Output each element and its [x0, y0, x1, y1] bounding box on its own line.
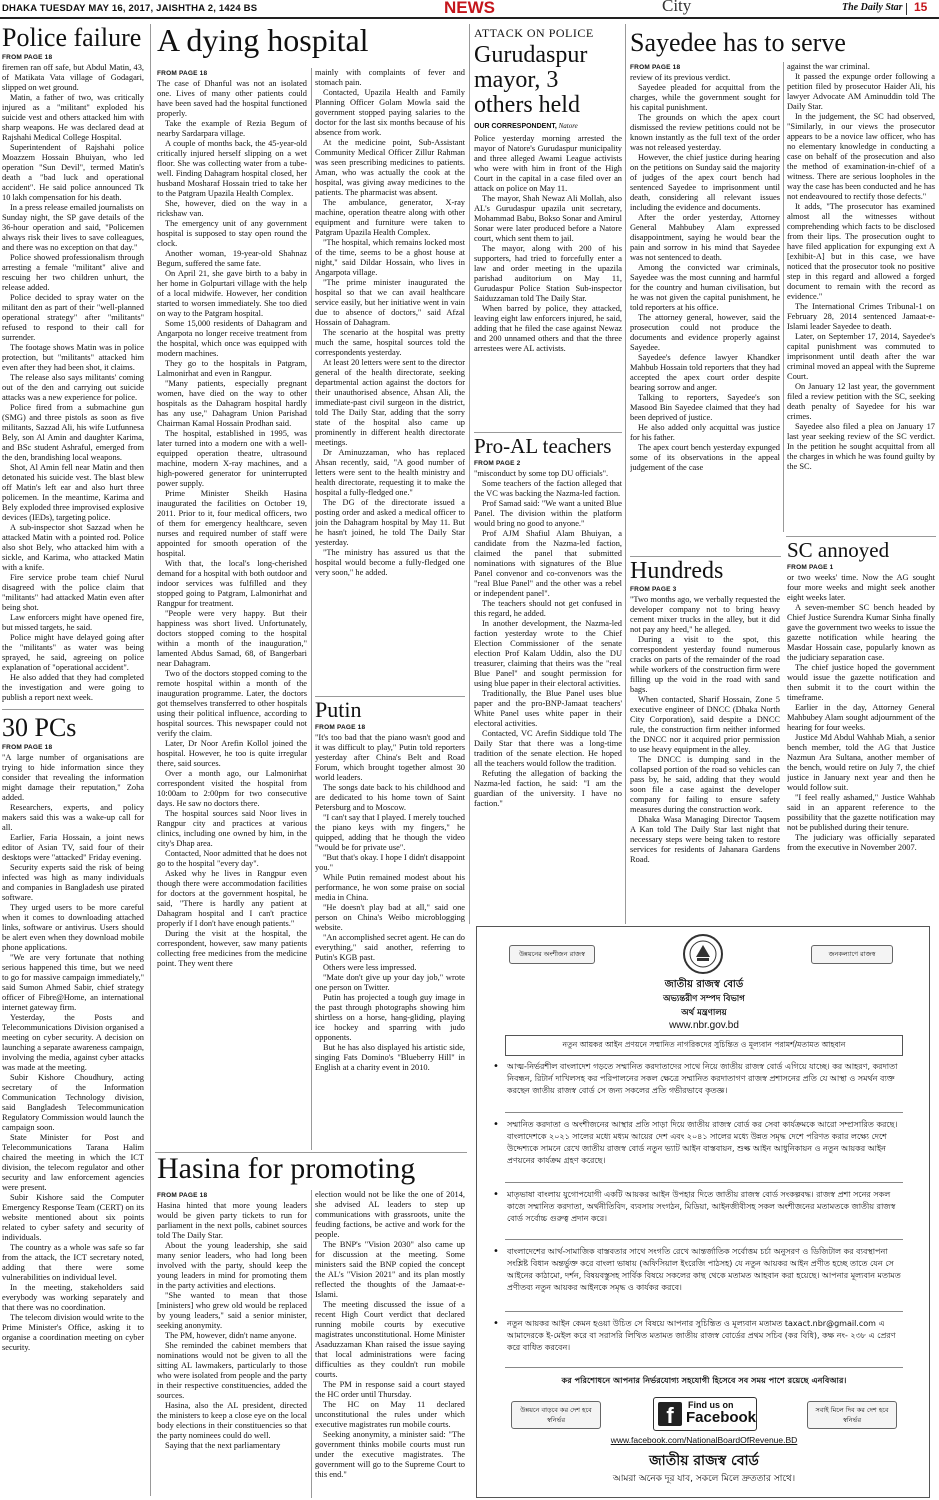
paragraph: The emergency unit of any government hospital is supposed to stay open round the clock. — [157, 219, 307, 248]
paragraph: "People were very happy. But their happiness was short lived. Unfortunately, doctors stopped coming to the hospital within a month of the inauguration," lamented Abdus Samad, 68, of Bangerbari near Dahagram. — [157, 609, 307, 668]
facebook-badge[interactable] — [653, 1397, 757, 1431]
paragraph: review of its previous verdict. — [630, 73, 731, 82]
gurudaspur-kicker: ATTACK ON POLICE — [474, 26, 594, 40]
thirty-pcs-from: FROM PAGE 18 — [2, 744, 53, 751]
paragraph: A seven-member SC bench headed by Chief Justice Surendra Kumar Sinha finally gave the government two weeks to issue the gazette notification while hearing the Masdar Hossain case, popularly known as the judiciary separation case. — [787, 603, 935, 662]
ad-point-5: • নতুন আয়কর আইন কেমন হওয়া উচিত সে বিষয়ে আপনার সুচিন্তিত ও মূল্যবান মতামত taxact.nbr@gmail.com এ আমাদেরকে ই-মেইল করে বা সরাসরি লিখিত মতামত জাতীয় রাজস্ব বোর্ডের প্রথম সচিব (কর বিধি), কক্ষ নং- ২৩৮ এ প্রেরণ করে বাধিত করবেন। — [493, 1318, 896, 1352]
hasina-headline: Hasina for promoting — [157, 1152, 416, 1185]
fb-name-label: Facebook — [686, 1409, 757, 1426]
paragraph: During a visit to the spot, this correspondent yesterday found numerous cracks on parts of the remainder of the road while workers of the construction firm were filling up the void in the road with sand bags. — [630, 635, 780, 694]
paragraph: Police might have delayed going after the "militants" as water was being sprayed, he said, agreeing on police explanation of "operational accident". — [2, 633, 144, 672]
paragraph: "A large number of organisations are trying to hide information since they consider that revealing the information might damage their reputation," Zoha added. — [2, 753, 144, 802]
paragraph: In the meeting, stakeholders said everybody was working separately and that there was no coordination. — [2, 1283, 144, 1312]
sayedee-body-2 — [787, 62, 935, 472]
ad-point-3: • মাতৃভাষা বাংলায় যুগোপযোগী একটি আয়কর আইন উপহার দিতে জাতীয় রাজস্ব বোর্ড সংকল্পবদ্ধ। রাজস্ব প্রশা সনের সকল কাজে সম্মানিত করদাতা, অর্থনীতিবিদ, ব্যবসায় সংগঠন, মিডিয়া, আইনজীবীসহ সকল অংশীজনের মতামতকে জাতীয় রাজস্ব বোর্ড সর্বোচ্চ গুরুত্ব প্রদান করে। — [493, 1189, 896, 1223]
paragraph: or two weeks' time. Now the AG sought four more weeks and might seek another eight weeks later. — [787, 573, 935, 602]
paragraph: Putin has projected a tough guy image in the past through photographs showing him shirtless on a horse, hang-gliding, playing ice hockey and sparring with judo opponents. — [315, 993, 465, 1042]
paragraph: "misconduct by some top DU officials". — [474, 469, 609, 478]
dying-hospital-col2 — [315, 68, 465, 694]
paragraph: During the visit at the hospital, the correspondent, however, saw many patients collecting free medicines from the medicine point. They went there — [157, 929, 307, 968]
paragraph: The hospital sources said Noor lives in Rangpur city and practices at various clinics, including one owned by him, in the city's Dhap area. — [157, 809, 307, 848]
paragraph: About the young leadership, she said many senior leaders, who had long been involved with the party, should keep the young leaders in mind for promoting them in the party activities and elections. — [157, 1241, 307, 1290]
paragraph: Sayedee also filed a plea on January 17 last year seeking review of the SC verdict. In the petition he sought acquittal from all the charges in which he was found guilty by the SC. — [787, 422, 935, 471]
paragraph: Superintendent of Rajshahi police Moazzem Hossain Bhuiyan, who led operation "Sun Devil", termed Matin's death a "bad luck and operational accident". He said police announced Tk 10 lakh compensation for his death. — [2, 143, 144, 202]
ad-website-link[interactable]: www.nbr.gov.bd — [669, 1020, 739, 1031]
paragraph: When barred by police, they attacked, leaving eight law enforcers injured, he said, adding that he filed the case against Newaz and 200 unnamed others and that the three arrestees were AL activists. — [474, 304, 622, 353]
paragraph: She, however, died on the way in a rickshaw van. — [157, 199, 307, 218]
paragraph: At least 20 letters were sent to the director general of the health directorate, seeking departmental action against the doctors for their unauthorised absence, Ahsan Ali, the immediate-past civil surgeon in the district, told The Daily Star, adding that the sorry state of the hospital also came up prominently in different health directorate meetings. — [315, 358, 465, 447]
paragraph: The attorney general, however, said the prosecution could not produce the documents and evidence properly against Sayedee. — [630, 313, 780, 352]
paragraph: The country as a whole was safe so far from the attack, the ICT secretary noted, adding that there were some vulnerabilities on individual level. — [2, 1243, 144, 1282]
gurudaspur-story — [474, 26, 622, 431]
ad-title: নতুন আয়কর আইন প্রণয়নে সম্মানিত নাগরিকদের সুচিন্তিত ও মূল্যবান পরামর্শ/মতামত আহবান — [505, 1035, 903, 1056]
paragraph: The telecom division would write to the Prime Minister's Office, asking it to organise a coordination meeting on cyber security. — [2, 1313, 144, 1352]
page-header — [0, 0, 939, 19]
paragraph: The BNP's "Vision 2030" also came up for discussion at the meeting. Some ministers said the BNP copied the concept the AL's "Vision 2021" and its plan mostly reflected the thoughts of the Jamaat-e-Islami. — [315, 1240, 465, 1299]
paragraph: In another development, the Nazma-led faction yesterday wrote to the Chief Election Commissioner of the senate election Prof Kalam Uddin, also the DU treasurer, claiming that theirs was the "real Blue Panel" and sought permission for using blue paper in their electoral activities. — [474, 619, 622, 688]
paragraph: They urged users to be more careful when it comes to downloading attached links, software or antivirus. Users should be alert even when they download mobile phone applications. — [2, 903, 144, 952]
paragraph: "She wanted to mean that those [ministers] who grew old would be replaced by young leaders," said a senior minister, seeking anonymity. — [157, 1291, 307, 1330]
paragraph: Later, Dr Noor Arefin Kollol joined the hospital. However, he too is quite irregular there, said sources. — [157, 739, 307, 768]
sc-annoyed-body — [787, 573, 935, 853]
paragraph: The grounds on which the apex court dismissed the review petitions could not be known instantly as the full text of the order was not released yesterday. — [630, 113, 780, 152]
paragraph: Others were less impressed. — [323, 963, 417, 972]
paragraph: While Putin remained modest about his performance, he won some praise on social media in China. — [315, 873, 465, 902]
paragraph: The case of Dhanful was not an isolated one. Lives of many other patients could have been saved had the hospital functioned properly. — [157, 79, 307, 118]
thirty-pcs-body — [2, 753, 144, 1353]
paragraph: Contacted, VC Arefin Siddique told The Daily Star that there was a long-time tradition of the senate election. He hoped all the teachers would follow the tradition. — [474, 729, 622, 768]
paragraph: Earlier, Faria Hossain, a joint news editor of Asian TV, said four of their desktops were "attacked" Friday evening. — [2, 833, 144, 862]
paragraph: "It's too bad that the piano wasn't good and it was difficult to play," Putin told reporters yesterday after China's Belt and Road Forum, which brought together almost 30 world leaders. — [315, 733, 465, 782]
paragraph: "We are very fortunate that nothing serious happened this time, but we need to go for massive campaign immediately," said Sumon Ahmed Sabir, chief strategy officer of Fibre@Home, an international internet gateway firm. — [2, 953, 144, 1012]
paragraph: He also added only acquittal was justice for his father. — [630, 423, 780, 442]
thirty-pcs-headline: 30 PCs — [2, 709, 144, 742]
paragraph: Refuting the allegation of backing the Nazma-led faction, he said: "I am the guardian of the university. I have no faction." — [474, 769, 622, 808]
paragraph: Sayedee pleaded for acquittal from the charges, while the government sought for his capital punishment. — [630, 83, 780, 112]
paragraph: Prof Samad said: "We want a united Blue Panel. The division within the platform would bring no good to anyone." — [474, 499, 622, 528]
paragraph: Subir Kishore said the Computer Emergency Response Team (CERT) on its website mentioned about six points related to cyber safety and security of individuals. — [2, 1193, 144, 1242]
paragraph: The PM, however, didn't name anyone. — [165, 1331, 297, 1340]
paragraph: Police yesterday morning arrested the mayor of Natore's Gurudaspur municipality and three alleged Awami League activists who were with him in front of the High Court in the capital in a case filed over an attack on police on May 11. — [474, 134, 622, 193]
hasina-body-1 — [157, 1201, 307, 1451]
paragraph: Contacted, Upazila Health and Family Planning Officer Golam Mowla said the government stopped paying salaries to the doctor for the last six months because of his absence from work. — [315, 88, 465, 137]
putin-headline: Putin — [315, 698, 362, 722]
paragraph: Yesterday, the Posts and Telecommunications Division organised a meeting on cyber security. A decision on launching a separate awareness campaign, involving the media, against cyber attacks was made at the meeting. — [2, 1013, 144, 1072]
paragraph: The PM in response said a court stayed the HC order until Thursday. — [315, 1380, 465, 1399]
paragraph: against the war criminal. — [787, 62, 870, 71]
paragraph: Some teachers of the faction alleged that the VC was backing the Nazma-led faction. — [474, 479, 622, 498]
pro-al-from: FROM PAGE 2 — [474, 460, 521, 467]
paragraph: A sub-inspector shot Sazzad when he attacked Matin with a pointed rod. Police also shot Bely, who attacked him with a sickle, and Karima, who attacked Matin with a knife. — [2, 523, 144, 572]
putin-body — [315, 733, 465, 1073]
paragraph: Fire service probe team chief Nurul disagreed with the police claim that "militants" had attacked Matin even after being shot. — [2, 573, 144, 612]
paragraph: Police fired from a submachine gun (SMG) and three pistols as soon as five militants, Sazzad Ali, his wife Lutfunnesa Bely, son Al Amin and daughter Karima, and BSc student Ashraful, emerged from the den, brandishing local weapons. — [2, 403, 144, 462]
ad-box-right: সবাই মিলে দিব কর দেশ হবে স্বনির্ভর — [807, 1401, 897, 1429]
paragraph: On January 12 last year, the government filed a review petition with the SC, seeking death penalty of Sayedee for his war crimes. — [787, 382, 935, 421]
paragraph: The DG of the directorate issued a posting order and asked a medical officer to join the Dahagram hospital by May 11. But he hasn't joined, he told The Daily Star yesterday. — [315, 498, 465, 547]
dateline: DHAKA TUESDAY MAY 16, 2017, JAISHTHA 2, 1424 BS — [2, 3, 258, 14]
paragraph: "The ministry has assured us that the hospital would become a fully-fledged one very soon," he added. — [315, 548, 465, 577]
dying-hospital-from: FROM PAGE 18 — [157, 70, 208, 77]
paragraph: Talking to reporters, Sayedee's son Masood Bin Sayedee claimed that they had been deprived of justice. — [630, 393, 780, 422]
police-failure-body — [2, 63, 144, 703]
ad-org: জাতীয় রাজস্ব বোর্ড — [664, 979, 744, 990]
paragraph: The footage shows Matin was in police protection, but "militants" attacked him even after they had been shot, it claims. — [2, 343, 144, 372]
hundreds-from: FROM PAGE 3 — [630, 586, 677, 593]
paragraph: Security experts said the risk of being infected was high as many individuals and companies in Bangladesh use pirated software. — [2, 863, 144, 902]
paragraph: Dhaka Wasa Managing Director Taqsem A Kan told The Daily Star last night that necessary steps were being taken to restore services for residents of Jahanara Gardens Road. — [630, 815, 780, 864]
hasina-col1 — [157, 1190, 307, 1500]
paragraph: They go to the hospitals in Patgram, Lalmonirhat and even in Rangpur. — [157, 359, 307, 378]
paragraph: The mayor, along with 200 of his supporters, had tried to forcefully enter a law and order meeting in the upazila parishad auditorium on May 11, Gurudaspur Police Station Sub-inspector Saiduzzaman told The Daily Star. — [474, 244, 622, 303]
paragraph: Sayedee's defence lawyer Khandker Mahbub Hossain told reporters that they had accepted the apex court order despite bearing sorrow and anger. — [630, 353, 780, 392]
paragraph: On April 21, she gave birth to a baby in her home in Golpurtari village with the help of a local midwife. However, her condition started to worsen immediately. She too died on way to the Patgram hospital. — [157, 269, 307, 318]
page-number: 15 — [914, 0, 928, 14]
sayedee-col2 — [787, 62, 935, 534]
paragraph: Researchers, experts, and policy makers said this was a wake-up call for all. — [2, 803, 144, 832]
hundreds-body — [630, 595, 780, 865]
section-label: NEWS — [444, 0, 495, 17]
paragraph: Prof AJM Shafiul Alam Bhuiyan, a candidate from the Nazma-led faction, claimed the panel that submitted nominations with signatures of the Blue Panel convenor and co-convenors was the "real Blue Panel" and the other was a rebel or independent panel". — [474, 529, 622, 598]
paragraph: The HC on May 11 declared unconstitutional the rules under which executive magistrates run mobile courts. — [315, 1400, 465, 1429]
paragraph: "The hospital, which remains locked most of the time, seems to be a ghost house at night," said Dildar Hossain, who lives in Angarpota village. — [315, 238, 465, 277]
paragraph: Over a month ago, our Lalmonirhat correspondent visited the hospital from 10:00am to 2:00pm for two consecutive days. He saw no doctors there. — [157, 769, 307, 808]
paragraph: With that, the local's long-cherished demand for a hospital with both outdoor and indoor services was fulfilled and they stopped going to Patgram, Lalmonirhat and Rangpur for treatment. — [157, 559, 307, 608]
paragraph: When contacted, Sharif Hossain, Zone 5 executive engineer of DNCC (Dhaka North City Corporation), said despite a DNCC rule, the construction firm neither informed the DNCC nor it acquired prior permission to use heavy equipment in the alley. — [630, 695, 780, 754]
paragraph: The meeting discussed the issue of a recent High Court verdict that declared running mobile courts by executive magistrates unconstitutional. Home Minister Asaduzzaman Khan raised the issue saying that local administrations were facing difficulties as they couldn't run mobile courts. — [315, 1300, 465, 1379]
police-failure-headline: Police failure — [2, 24, 142, 52]
hasina-from: FROM PAGE 18 — [157, 1192, 208, 1199]
facebook-url-link[interactable]: www.facebook.com/NationalBoardOfRevenue.BD — [610, 1435, 798, 1445]
hundreds-story — [630, 558, 780, 922]
paragraph: "He doesn't play bad at all," said one person on China's Weibo microblogging website. — [315, 903, 465, 932]
paragraph: Saying that the next parliamentary — [165, 1441, 281, 1450]
paragraph: "But that's okay. I hope I didn't disappoint you." — [315, 853, 465, 872]
nbr-seal-icon — [682, 933, 724, 975]
paragraph: After the order yesterday, Attorney General Mahbubey Alam expressed disappointment, saying he would bear the pain and sorrow in his mind that Sayedee was not sentenced to death. — [630, 213, 780, 262]
left-column — [2, 24, 144, 1500]
paragraph: Traditionally, the Blue Panel uses blue paper and the pro-BNP-Jamaat teachers' White Panel uses white paper in their electoral activities. — [474, 689, 622, 728]
ad-footer-org: জাতীয় রাজস্ব বোর্ড — [649, 1453, 759, 1469]
paragraph: Among the convicted war criminals, Sayedee was the most cunning and harmful for the country and human civilisation, but he was not given the capital punishment, he told reporters at his office. — [630, 263, 780, 312]
ad-division: অভ্যন্তরীণ সম্পদ বিভাগ — [663, 994, 745, 1004]
gurudaspur-headline: Gurudaspur mayor, 3 others held — [474, 42, 588, 118]
ad-ministry: অর্থ মন্ত্রণালয় — [681, 1008, 727, 1018]
sayedee-body-1 — [630, 73, 780, 473]
paragraph: "The prime minister inaugurated the hospital so that we can avail healthcare service easily, but her initiative went in vain due to absence of doctors," said Afzal Hossain of Dahagram. — [315, 278, 465, 327]
paragraph: She reminded the cabinet members that nominations would not be given to all the sitting AL lawmakers, particularly to those who were isolated from people and the party in their respective constituencies, added the sources. — [157, 1341, 307, 1400]
ad-bold-line: কর পরিশোধনে আপনার নির্ভরযোগ্য সহযোগী হিসেবে সব সময় পাশে রয়েছে এনবিআর। — [561, 1375, 847, 1385]
paragraph: The judiciary was officially separated from the executive in November 2007. — [787, 833, 935, 852]
putin-from: FROM PAGE 18 — [315, 724, 366, 731]
paragraph: However, the chief justice during hearing on the petitions on Sunday said the majority of judges of the apex court bench had sentenced Sayedee to imprisonment until death, considering all relevant issues including the evidence and documents. — [630, 153, 780, 212]
paragraph: "Many patients, especially pregnant women, have died on the way to other hospitals as the Dahagram hospital hardly has any use," Dahagram Union Parishad Chairman Kamal Hossain Prodhan said. — [157, 379, 307, 428]
paragraph: "Mate don't give up your day job," wrote one person on Twitter. — [315, 973, 465, 992]
paragraph: In the judgement, the SC had observed, "Similarly, in our views the prosecutor appears to be a novice law officer, who has no elementary knowledge in conducting a case on behalf of the prosecution and also the method of examination-in-chief of a witness. There are serious loopholes in the way the case has been conducted and he has not endeavoured to rectify those defects." — [787, 112, 935, 201]
paragraph: The scenario at the hospital was pretty much the same, hospital sources told the correspondents yesterday. — [315, 328, 465, 357]
paragraph: Subir Kishore Choudhury, acting secretary of the Information Communication Technology division, said Bangladesh Telecommunication Regulatory Commission would launch the campaign soon. — [2, 1073, 144, 1132]
paragraph: Hasina hinted that more young leaders would be given party tickets to run for parliament in the next polls, cabinet sources told The Daily Star. — [157, 1201, 307, 1240]
paragraph: But he has also displayed his artistic side, singing Fats Domino's "Blueberry Hill" in English at a charity event in 2010. — [315, 1043, 465, 1072]
paragraph: The release also says militants' coming out of the den and carrying out suicide attacks was a new experience for police. — [2, 373, 144, 402]
paragraph: Police showed professionalism through arresting a female "militant" alive and rescuing her two children unhurt, the release added. — [2, 253, 144, 292]
putin-story — [315, 698, 465, 1150]
sayedee-headline: Sayedee has to serve — [630, 28, 846, 57]
sayedee-from: FROM PAGE 18 — [630, 64, 681, 71]
paragraph: Dr Aminuzzaman, who has replaced Ahsan recently, said, "A good number of letters were sent to the health ministry and health directorate, requesting it to make the hospital a fully-fledged one." — [315, 448, 465, 497]
paragraph: Earlier in the day, Attorney General Mahbubey Alam sought adjournment of the hearing for four weeks. — [787, 703, 935, 732]
paragraph: Seeking anonymity, a minister said: "The government thinks mobile courts must run under the executive magistrates. The government will go to the Supreme Court to this end." — [315, 1430, 465, 1479]
paragraph: State Minister for Post and Telecommunications Tarana Halim chaired the meeting in which the ICT division, the telecom regulator and other security and law enforcement agencies were present. — [2, 1133, 144, 1192]
sc-annoyed-headline: SC annoyed — [787, 538, 890, 562]
ad-point-1: • আত্ম-নির্ভরশীল বাংলাদেশ গড়তে সম্মানিত করদাতাদের সাথে নিয়ে জাতীয় রাজস্ব বোর্ড এগিয়ে যাচ্ছে। কর আহরণ, করদাতা নিবন্ধন, রিটার্ন দাখিলসহ কর পরিপালনের সকল ক্ষেত্রে সম্মানিত করদাতাগণ রাজস্ব প্রশাসনের প্রতি যে আস্থা ও সমর্থন ব্যক্ত করছেন জাতীয় রাজস্ব বোর্ড সে জন্য সকলের প্রতি গভীরভাবে কৃতজ্ঞ। — [493, 1061, 898, 1095]
pro-al-headline: Pro-AL teachers — [474, 434, 612, 458]
ad-point-2: • সম্মানিত করদাতা ও অংশীজনের আস্থার প্রতি সাড়া দিয়ে জাতীয় রাজস্ব বোর্ড কর সেবা কার্যক্রমকে আরো সম্প্রসারিত করছে। বাংলাদেশকে ২০২১ সালের মধ্যে মধ্যম আয়ের দেশ এবং ২০৪১ সালের মধ্যে উন্নত সমৃদ্ধ দেশে পরিণত করার লক্ষ্যে দেশে উদ্দেশ্যকে সামনে রেখে জাতীয় রাজস্ব বোর্ড নতুন ভ্যাট আইন বাস্তবায়ন, শুল্ক আইন আধুনিকায়ন ও নতুন আয়কর আইন প্রণয়নের কার্যক্রম গ্রহণ করেছে। — [493, 1119, 898, 1165]
paragraph: election would not be like the one of 2014, she advised AL leaders to step up communications with grassroots, unite the feuding factions, be active and work for the people. — [315, 1190, 465, 1239]
paragraph: mainly with complaints of fever and stomach pain. — [315, 68, 465, 87]
paragraph: Another woman, 19-year-old Shahnaz Begum, suffered the same fate. — [157, 249, 307, 268]
ad-point-4: • বাংলাদেশের আর্থ-সামাজিক বাস্তবতার সাথে সংগতি রেখে আন্তর্জাতিক সর্বোত্তম চর্চা অনুসরণ ও ডিজিটাল কর ব্যবস্থাপনা সংশ্লিষ্ট বিধান অন্তর্ভুক্ত করে বাংলা ভাষায় (অফিসিয়াল ইংরেজি পাঠসহ) যে নতুন আয়কর আইন প্রণীত হচ্ছে তাতে যেন সে আইনের কাঠামো, দর্শন, বিষয়বস্তুসহ সার্বিক বিষয়ে সকলের কাছ থেকে মতামত আহবান করা হয়েছে। আপনার মূল্যবান মতামত প্রণীতব্য নতুন আয়কর আইনকে সমৃদ্ধ ও কার্যকর করবে। — [493, 1246, 901, 1292]
dying-hospital-col1 — [157, 68, 307, 1150]
paragraph: Police decided to spray water on the militant den as part of their "well-planned operational strategy" after "militants" refused to respond to their call for surrender. — [2, 293, 144, 342]
paragraph: "Two months ago, we verbally requested the developer company not to bring heavy cement mixer trucks in the alley, but it did not pay any heed," he alleged. — [630, 595, 780, 634]
paragraph: He also added that they had completed the investigation and were going to publish a report next week. — [2, 673, 144, 702]
paragraph: It adds, "The prosecutor has examined almost all the witnesses without comprehending which facts to be disclosed from their lips. The prosecution ought to have filed application for expunging ext A [exhibit-A] but in this case, we have noticed that the prosecutor took no positive step in this regard and allowed a forged document to remain with the record as evidence." — [787, 202, 935, 301]
paragraph: The mayor, Shah Newaz Ali Mollah, also AL's Gurudaspur upazila unit secretary, Mohammad Babu, Bokso Sonar and Amirul Sonar were later produced before a Natore court, which sent them to jail. — [474, 194, 622, 243]
dying-hospital-body-2 — [315, 68, 465, 578]
paragraph: Take the example of Rezia Begum of nearby Sardarpara village. — [157, 119, 307, 138]
ad-box-left: উন্নয়নে বাড়বে কর দেশ হবে স্বনির্ভর — [511, 1401, 601, 1429]
paragraph: A couple of months back, the 45-year-old critically injured herself slipping on a wet floor. She was collecting water from a tube-well. Finding Dahagram hospital closed, her husband Mosharaf Hossain tried to take her to the Patgram Upazila Health Complex. — [157, 139, 307, 198]
paragraph: Some 15,000 residents of Dahagram and Angarpota no longer receive treatment from the hospital, which once was equipped with modern machines. — [157, 319, 307, 358]
sc-annoyed-story — [787, 538, 935, 922]
paragraph: "I feel really ashamed," Justice Wahhab said in an apparent reference to the possibility that the gazette notification may not be published during their tenure. — [787, 793, 935, 832]
paragraph: At the medicine point, Sub-Assistant Community Medical Officer Zillur Rahman was seen prescribing medicines to patients. Aman, who was actually the cook at the hospital, was giving away medicines to the patients. The pharmacist was absent. — [315, 138, 465, 197]
paragraph: Contacted, Noor admitted that he does not go to the hospital "every day". — [157, 849, 307, 868]
paragraph: The songs date back to his childhood and are dedicated to his home town of Saint Petersburg and to Moscow. — [315, 783, 465, 812]
paragraph: firemen ran off safe, but Abdul Matin, 43, of Matikata Vata village of Godagari, slipped on wet ground. — [2, 63, 144, 92]
paragraph: The teachers should not get confused in this regard, he added. — [474, 599, 622, 618]
fb-find-label: Find us on — [688, 1400, 734, 1410]
ad-footer-tagline: আমরা অনেক দূর যাব, সকলে মিলে দ্রুততার সাথে। — [612, 1474, 796, 1484]
police-failure-from: FROM PAGE 18 — [2, 54, 53, 61]
dying-hospital-headline: A dying hospital — [157, 22, 369, 58]
paragraph: Prime Minister Sheikh Hasina inaugurated the facilities on October 19, 2011. Prior to it, four medical officers, two of them for emergency healthcare, seven nurses and required number of staff were appointed for smooth operation of the hospital. — [157, 489, 307, 558]
masthead-logo: The Daily Star — [842, 2, 903, 13]
sayedee-col1 — [630, 62, 780, 554]
paragraph: Later, on September 17, 2014, Sayedee's capital punishment was commuted to imprisonment until death after the war criminal moved an appeal with the Supreme Court. — [787, 332, 935, 381]
hasina-col2 — [315, 1190, 465, 1500]
sc-annoyed-from: FROM PAGE 1 — [787, 564, 834, 571]
paragraph: The ambulance, generator, X-ray machine, operation theatre along with other equipment and furniture were taken to Patgram Upazila Health Complex. — [315, 198, 465, 237]
hasina-body-2 — [315, 1190, 465, 1480]
ad-tag-left: উন্নয়নের অংশীজন রাজস্ব — [509, 945, 595, 964]
hundreds-headline: Hundreds — [630, 558, 724, 584]
ad-tag-right: জনকল্যাণে রাজস্ব — [811, 945, 893, 964]
nbr-advertisement — [476, 926, 930, 1498]
paragraph: In a press release emailed journalists on Sunday night, the SP gave details of the 36-hour operation and said, "Policemen always risk their lives to save colleagues, and there was no exception on that day." — [2, 203, 144, 252]
paragraph: Asked why he lives in Rangpur even though there were accommodation facilities for doctors at the government hospital, he said, "There is hardly any patient at Dahagram hospital and I can't practice properly if I don't have enough patients." — [157, 869, 307, 928]
gurudaspur-byline: OUR CORRESPONDENT, Natore — [474, 122, 578, 130]
paragraph: The chief justice hoped the government would issue the gazette notification and then submit it to the court within the timeframe. — [787, 663, 935, 702]
paragraph: The hospital, established in 1995, was later turned into a modern one with a well-equipped operation theatre, ultrasound machine, modern X-ray machines, and a high-powered generator for uninterrupted power supply. — [157, 429, 307, 488]
paragraph: "An accomplished secret agent. He can do everything," said another, referring to Putin's KGB past. — [315, 933, 465, 962]
facebook-icon: f — [658, 1402, 682, 1426]
dying-hospital-body-1 — [157, 79, 307, 969]
paragraph: It passed the expunge order following a petition filed by prosecutor Haider Ali, his lawyer Advocate AM Aminuddin told The Daily Star. — [787, 72, 935, 111]
paragraph: Law enforcers might have opened fire, but missed targets, he said. — [2, 613, 144, 632]
pro-al-story — [474, 434, 622, 922]
paragraph: "I can't say that I played. I merely touched the piano keys with my fingers," he quipped, adding that he though the video "would be for private use". — [315, 813, 465, 852]
paragraph: Hasina, also the AL president, directed the ministers to keep a close eye on the local body elections in their constituencies so that the party nominees could do well. — [157, 1401, 307, 1440]
paragraph: Two of the doctors stopped coming to the remote hospital within a month of the inauguration programme. Later, the doctors got themselves transferred to other hospitals using their political influence, according to hospital sources. This newspaper could not verify the claim. — [157, 669, 307, 738]
paragraph: The apex court bench yesterday expunged some of its observations in the appeal judgement of the case — [630, 443, 780, 472]
subsection-label: City — [662, 0, 692, 15]
paragraph: Justice Md Abdul Wahhab Miah, a senior bench member, told the AG that Justice Nazmun Ara Sultana, another member of the bench, would retire on July 7, the chief justice in January next year and then he would follow suit. — [787, 733, 935, 792]
paragraph: Shot, Al Amin fell near Matin and then detonated his suicide vest. The blast blew off Matin's left ear and also hurt three policemen. In the meantime, Karima and Bely exploded three improvised explosive devices (IEDs), targeting police. — [2, 463, 144, 522]
gurudaspur-body — [474, 134, 622, 354]
pro-al-body — [474, 469, 622, 809]
paragraph: Matin, a father of two, was critically injured as a "militant" exploded his suicide vest and others attacked him with sharp weapons. He was declared dead at Rajshahi Medical College Hospital. — [2, 93, 144, 142]
paragraph: The International Crimes Tribunal-1 on February 28, 2014 sentenced Jamaat-e-Islami leader Sayedee to death. — [787, 302, 935, 331]
paragraph: The DNCC is dumping sand in the collapsed portion of the road so vehicles can pass by, he said, adding that they would soon file a case against the developer company for failing to ensure safety measures during the construction work. — [630, 755, 780, 814]
